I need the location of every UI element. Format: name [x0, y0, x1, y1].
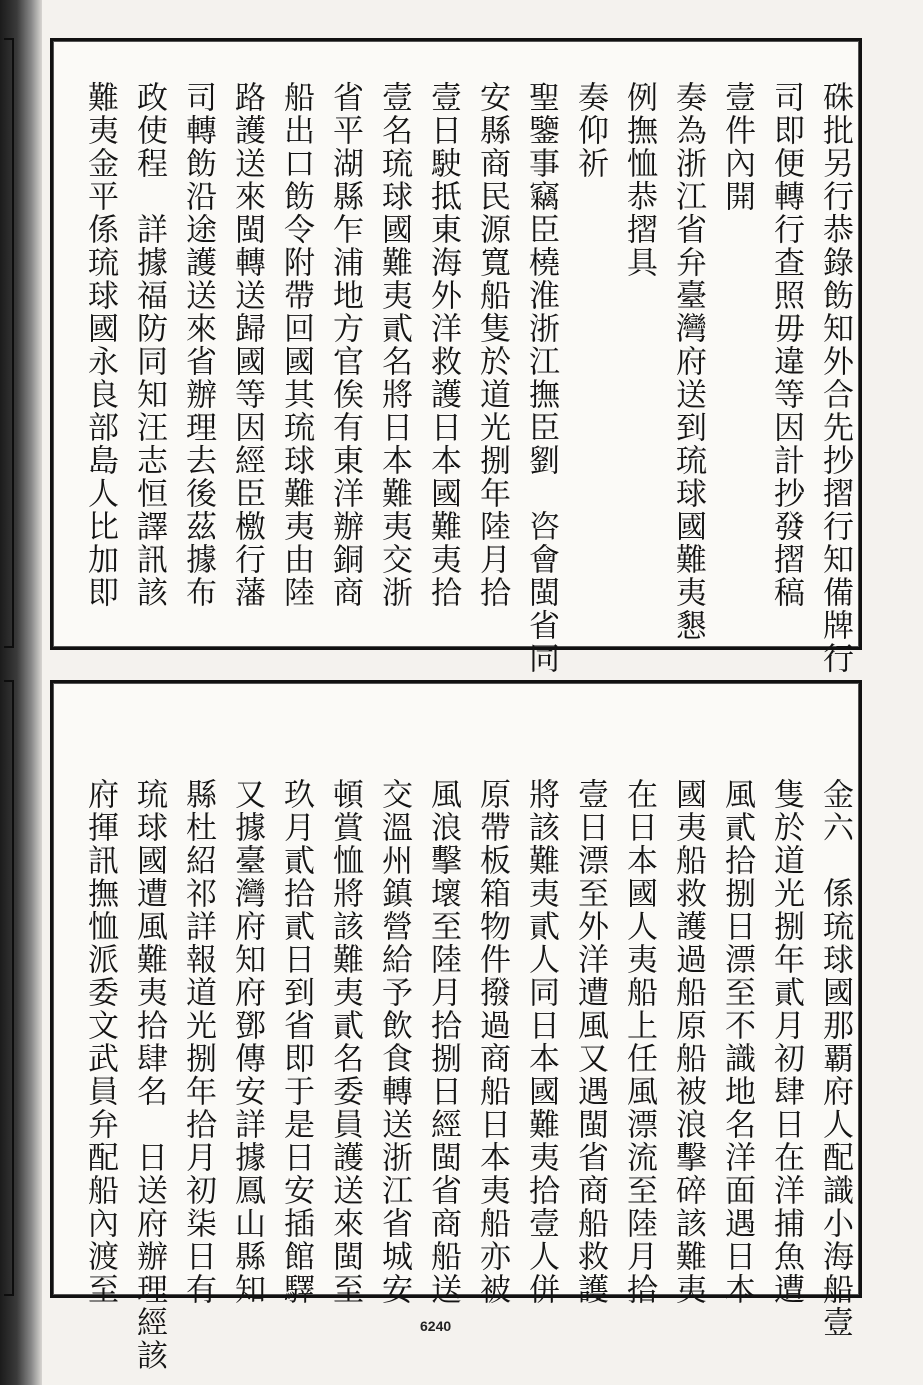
text-column: 在日本國人夷船上任風漂流至陸月拾 [621, 778, 657, 1306]
text-column: 壹日駛抵東海外洋救護日本國難夷拾 [425, 81, 461, 609]
page-number: 6240 [420, 1318, 452, 1334]
text-column: 難夷金平係琉球國永良部島人比加即 [82, 81, 118, 609]
text-column: 壹件內開 [719, 81, 755, 213]
text-column: 又據臺灣府知府鄧傳安詳據鳳山縣知 [229, 778, 265, 1306]
text-column: 奏仰祈 [572, 81, 608, 180]
text-column: 聖鑒事竊臣橈淮浙江撫臣劉 咨會閩省同 [523, 81, 559, 675]
text-column: 縣杜紹祁詳報道光捌年拾月初柒日有 [180, 778, 216, 1306]
text-column: 玖月貳拾貳日到省即于是日安插館驛 [278, 778, 314, 1306]
text-column: 風貳拾捌日漂至不識地名洋面遇日本 [719, 778, 755, 1306]
text-column: 府揮訊撫恤派委文武員弁配船內渡至 [82, 778, 118, 1306]
upper-columns [53, 41, 859, 675]
text-column: 將該難夷貳人同日本國難夷拾壹人併 [523, 778, 559, 1306]
text-column: 壹名琉球國難夷貳名將日本難夷交浙 [376, 81, 412, 609]
text-column: 安縣商民源寬船隻於道光捌年陸月拾 [474, 81, 510, 609]
text-column: 國夷船救護過船原船被浪擊碎該難夷 [670, 778, 706, 1306]
text-column: 原帶板箱物件撥過商船日本夷船亦被 [474, 778, 510, 1306]
upper-text-panel [50, 38, 862, 675]
text-column: 路護送來閩轉送歸國等因經臣檄行藩 [229, 81, 265, 609]
text-column: 奏為浙江省弁臺灣府送到琉球國難夷懇 [670, 81, 706, 642]
text-column: 壹日漂至外洋遭風又遇閩省商船救護 [572, 778, 608, 1306]
text-column: 省平湖縣乍浦地方官俟有東洋辦銅商 [327, 81, 363, 609]
text-column: 金六 係琉球國那覇府人配識小海船壹 [817, 778, 853, 1339]
text-column: 司轉飭沿途護送來省辦理去後茲據布 [180, 81, 216, 609]
text-column: 政使程 詳據福防同知汪志恒譯訊該 [131, 81, 167, 609]
text-column: 頓賞恤將該難夷貳名委員護送來閩至 [327, 778, 363, 1306]
text-column: 硃批另行恭錄飭知外合先抄摺行知備牌行 [817, 81, 853, 675]
text-column: 司即便轉行查照毋違等因計抄發摺稿 [768, 81, 804, 609]
text-column: 船出口飭令附帶回國其琉球難夷由陸 [278, 81, 314, 609]
text-column: 琉球國遭風難夷拾肆名 日送府辦理經該 [131, 778, 167, 1372]
text-column: 例撫恤恭摺具 [621, 81, 657, 279]
text-column: 隻於道光捌年貳月初肆日在洋捕魚遭 [768, 778, 804, 1306]
text-column: 風浪擊壞至陸月拾捌日經閩省商船送 [425, 778, 461, 1306]
previous-page-frame-bottom [4, 680, 14, 1296]
text-column: 交溫州鎮營給予飲食轉送浙江省城安 [376, 778, 412, 1306]
previous-page-frame-top [4, 38, 14, 648]
